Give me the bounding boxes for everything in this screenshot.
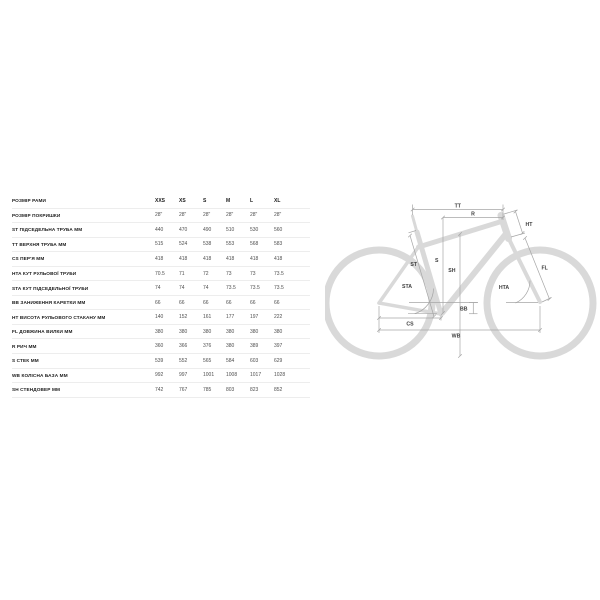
cell-value: 28" bbox=[203, 212, 211, 219]
row-label: HT ВИСОТА РУЛЬОВОГО СТАКАНУ ММ bbox=[12, 314, 106, 320]
cell-value: 197 bbox=[250, 314, 259, 321]
cell-value: 1008 bbox=[226, 372, 238, 379]
cell-value: 440 bbox=[155, 226, 164, 233]
cell-value: 539 bbox=[155, 357, 164, 364]
dim-label-wb: WB bbox=[451, 333, 461, 340]
row-label: CS ПЕР'Я ММ bbox=[12, 256, 45, 262]
dim-label-hta: HTA bbox=[498, 285, 510, 291]
table-row bbox=[12, 383, 310, 398]
cell-value: 470 bbox=[179, 226, 188, 233]
row-label: WB КОЛІСНА БАЗА ММ bbox=[12, 372, 68, 378]
table-row bbox=[12, 252, 310, 267]
row-label: R РИЧ ММ bbox=[12, 343, 37, 349]
table-row bbox=[12, 281, 310, 296]
cell-value: 389 bbox=[250, 343, 259, 350]
cell-value: 553 bbox=[226, 241, 235, 248]
column-header: S bbox=[203, 197, 207, 204]
cell-value: 852 bbox=[274, 386, 283, 393]
row-label: TT ВЕРХНЯ ТРУБА ММ bbox=[12, 241, 67, 247]
cell-value: 66 bbox=[155, 299, 161, 306]
row-label: S СТЕК ММ bbox=[12, 358, 39, 364]
row-label: STA КУТ ПІДСЕДЕЛЬНОЇ ТРУБИ bbox=[12, 285, 89, 291]
table-row bbox=[12, 238, 310, 253]
cell-value: 177 bbox=[226, 314, 235, 321]
table-row bbox=[12, 296, 310, 311]
cell-value: 997 bbox=[179, 372, 188, 379]
cell-value: 584 bbox=[226, 357, 235, 364]
cell-value: 380 bbox=[250, 328, 259, 335]
dim-label-tt: TT bbox=[454, 203, 461, 210]
cell-value: 73.5 bbox=[250, 285, 260, 292]
column-header: M bbox=[226, 197, 231, 204]
row-label: РОЗМІР ПОКРИШКИ bbox=[12, 212, 61, 218]
cell-value: 74 bbox=[179, 285, 185, 292]
column-header: XXS bbox=[155, 197, 166, 204]
cell-value: 418 bbox=[155, 255, 164, 262]
cell-value: 823 bbox=[250, 386, 259, 393]
cell-value: 515 bbox=[155, 241, 164, 248]
geometry-table bbox=[12, 194, 310, 398]
cell-value: 583 bbox=[274, 241, 283, 248]
cell-value: 66 bbox=[203, 299, 209, 306]
table-header-row bbox=[12, 194, 310, 209]
cell-value: 380 bbox=[179, 328, 188, 335]
cell-value: 530 bbox=[250, 226, 259, 233]
cell-value: 380 bbox=[226, 328, 235, 335]
cell-value: 510 bbox=[226, 226, 235, 233]
cell-value: 28" bbox=[179, 212, 187, 219]
cell-value: 74 bbox=[155, 285, 161, 292]
dim-label-ht: HT bbox=[525, 222, 533, 228]
cell-value: 70.5 bbox=[155, 270, 165, 277]
cell-value: 74 bbox=[203, 285, 209, 292]
cell-value: 418 bbox=[250, 255, 259, 262]
cell-value: 538 bbox=[203, 241, 212, 248]
cell-value: 73.5 bbox=[274, 285, 284, 292]
cell-value: 560 bbox=[274, 226, 283, 233]
cell-value: 490 bbox=[203, 226, 212, 233]
cell-value: 222 bbox=[274, 314, 283, 321]
cell-value: 66 bbox=[179, 299, 185, 306]
dim-label-cs: CS bbox=[406, 321, 414, 328]
cell-value: 73 bbox=[226, 270, 232, 277]
cell-value: 603 bbox=[250, 357, 259, 364]
cell-value: 28" bbox=[226, 212, 234, 219]
cell-value: 524 bbox=[179, 241, 188, 248]
row-label: BB ЗАНИЖЕННЯ КАРЕТКИ ММ bbox=[12, 300, 86, 306]
table-row bbox=[12, 325, 310, 340]
dim-label-sta: STA bbox=[402, 284, 412, 290]
cell-value: 152 bbox=[179, 314, 188, 321]
dim-label-sh: SH bbox=[448, 268, 456, 274]
table-row bbox=[12, 223, 310, 238]
cell-value: 376 bbox=[203, 343, 212, 350]
bike-frame-icon bbox=[379, 216, 540, 315]
cell-value: 380 bbox=[155, 328, 164, 335]
table-row bbox=[12, 310, 310, 325]
cell-value: 380 bbox=[203, 328, 212, 335]
row-label: FL ДОВЖИНА ВИЛКИ ММ bbox=[12, 329, 73, 335]
cell-value: 66 bbox=[274, 299, 280, 306]
cell-value: 418 bbox=[226, 255, 235, 262]
table-row bbox=[12, 369, 310, 384]
cell-value: 360 bbox=[155, 343, 164, 350]
cell-value: 71 bbox=[179, 270, 185, 277]
cell-value: 73.5 bbox=[226, 285, 236, 292]
cell-value: 380 bbox=[226, 343, 235, 350]
dim-label-r: R bbox=[471, 211, 475, 218]
cell-value: 568 bbox=[250, 241, 259, 248]
cell-value: 397 bbox=[274, 343, 283, 350]
table-row bbox=[12, 267, 310, 282]
cell-value: 418 bbox=[203, 255, 212, 262]
cell-value: 73.5 bbox=[274, 270, 284, 277]
bike-geometry-diagram bbox=[325, 182, 600, 360]
row-label: SH СТЕНДОВЕР ММ bbox=[12, 387, 60, 393]
cell-value: 629 bbox=[274, 357, 283, 364]
row-label: РОЗМІР РАМИ bbox=[12, 198, 46, 204]
dim-label-fl: FL bbox=[541, 265, 548, 272]
column-header: XL bbox=[274, 197, 281, 204]
table-row bbox=[12, 339, 310, 354]
column-header: L bbox=[250, 197, 254, 204]
cell-value: 28" bbox=[274, 212, 282, 219]
cell-value: 418 bbox=[179, 255, 188, 262]
cell-value: 767 bbox=[179, 386, 188, 393]
column-header: XS bbox=[179, 197, 186, 204]
dim-label-st: ST bbox=[410, 262, 417, 268]
cell-value: 140 bbox=[155, 314, 164, 321]
cell-value: 803 bbox=[226, 386, 235, 393]
cell-value: 366 bbox=[179, 343, 188, 350]
cell-value: 418 bbox=[274, 255, 283, 262]
dim-label-s: S bbox=[435, 258, 439, 264]
row-label: ST ПІДСЕДЕЛЬНА ТРУБА ММ bbox=[12, 227, 83, 233]
table-row bbox=[12, 209, 310, 224]
cell-value: 73 bbox=[250, 270, 256, 277]
cell-value: 72 bbox=[203, 270, 209, 277]
cell-value: 66 bbox=[226, 299, 232, 306]
row-label: HTA КУТ РУЛЬОВОЇ ТРУБИ bbox=[12, 271, 77, 276]
cell-value: 565 bbox=[203, 357, 212, 364]
cell-value: 992 bbox=[155, 372, 164, 379]
cell-value: 785 bbox=[203, 386, 212, 393]
cell-value: 28" bbox=[250, 212, 258, 219]
dim-label-bb: BB bbox=[460, 306, 468, 313]
cell-value: 161 bbox=[203, 314, 212, 321]
cell-value: 552 bbox=[179, 357, 188, 364]
cell-value: 380 bbox=[274, 328, 283, 335]
cell-value: 66 bbox=[250, 299, 256, 306]
cell-value: 1001 bbox=[203, 372, 215, 379]
table-row bbox=[12, 354, 310, 369]
cell-value: 1028 bbox=[274, 372, 286, 379]
cell-value: 742 bbox=[155, 386, 164, 393]
cell-value: 28" bbox=[155, 212, 163, 219]
cell-value: 1017 bbox=[250, 372, 262, 379]
